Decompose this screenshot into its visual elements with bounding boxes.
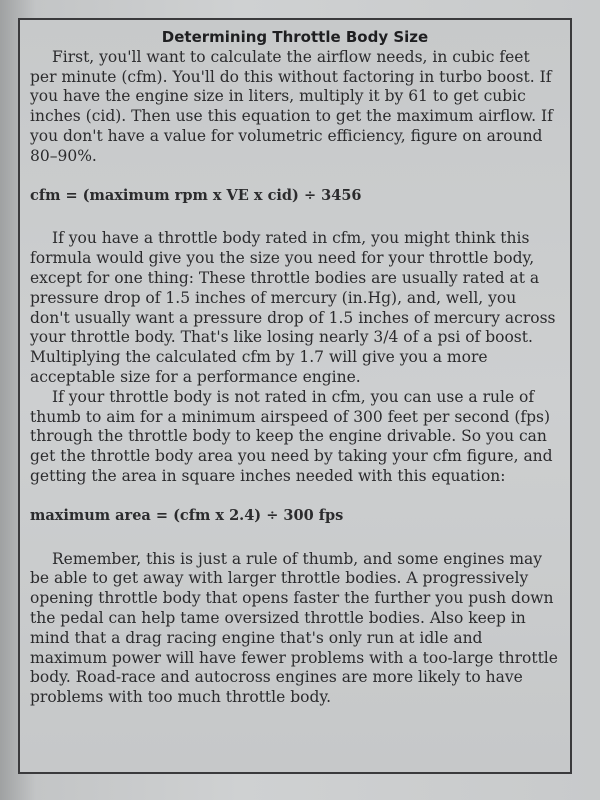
sidebar-content (30, 28, 560, 708)
paragraph-rule-of-thumb: Remember, this is just a rule of thumb, and some engines may be able to get away with larger throttle bodies. A progressively opening throttle body that opens faster the further you push down the pedal can help tame oversized throttle bodies. Also keep in mind that a drag racing engine that's only run at idle and maximum power will have fewer problems with a too-large throttle body. Road-race and autocross engines are more likely to have problems with too much throttle body. (30, 549, 558, 707)
paragraph-pressure-drop: If you have a throttle body rated in cfm, you might think this formula would give you the size you need for your throttle body, except for one thing: These throttle bodies are usually rated at a pressure drop of 1.5 inches of mercury (in.Hg), and, well, you don't usually want a pressure drop of 1.5 inches of mercury across your throttle body. That's like losing nearly 3/4 of a psi of boost. Multiplying the calculated cfm by 1.7 will give you a more acceptable size for a performance engine. (30, 229, 556, 386)
paragraph-intro: First, you'll want to calculate the airflow needs, in cubic feet per minute (cfm). You'll do this without factoring in turbo boost. If you have the engine size in liters, multiply it by 61 to get cubic inches (cid). Then use this equation to get the maximum airflow. If you don't have a value for volumetric efficiency, figure on around 80–90%. (30, 47, 553, 165)
sidebar-box (18, 18, 572, 774)
formula-area: maximum area = (cfm x 2.4) ÷ 300 fps (30, 506, 344, 524)
formula-cfm: cfm = (maximum rpm x VE x cid) ÷ 3456 (30, 186, 362, 204)
box-title: Determining Throttle Body Size (161, 28, 429, 46)
paragraph-airspeed: If your throttle body is not rated in cfm, you can use a rule of thumb to aim for a minimum airspeed of 300 feet per second (fps) through the throttle body to keep the engine drivable. So you can get the throttle body area you need by taking your cfm figure, and getting the area in square inches needed with this equation: (30, 387, 553, 485)
